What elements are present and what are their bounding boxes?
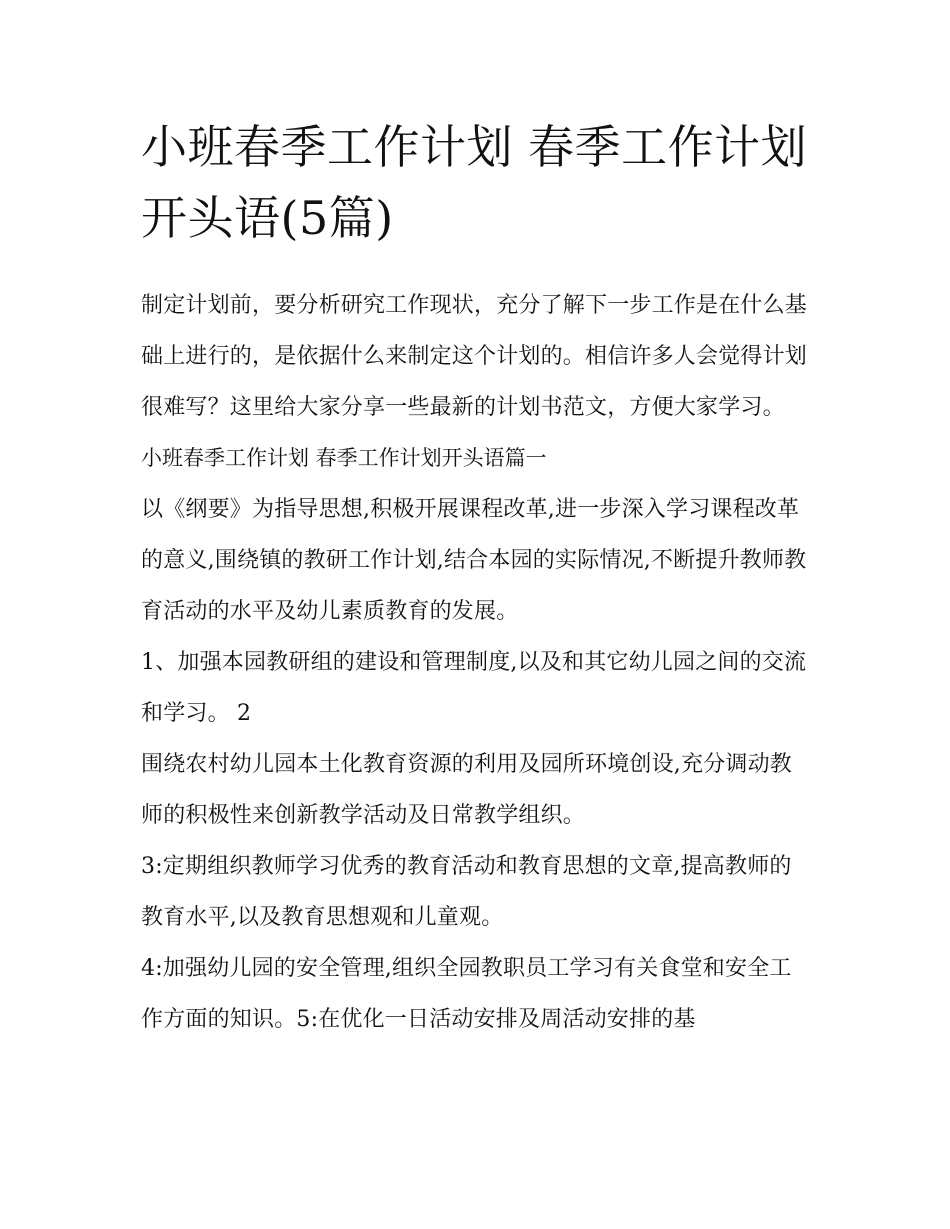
intro-paragraph: 制定计划前，要分析研究工作现状，充分了解下一步工作是在什么基础上进行的，是依据什么来制定这个计划的。相信许多人会觉得计划很难写？这里给大家分享一些最新的计划书范文，方便大家学习。 [141,293,808,420]
document-body [141,280,813,1045]
body-paragraph: 3:定期组织教师学习优秀的教育活动和教育思想的文章,提高教师的教育水平,以及教育思想观和儿童观。 [141,854,792,930]
section-heading: 小班春季工作计划 春季工作计划开头语篇一 [141,446,547,470]
body-paragraph: 4:加强幼儿园的安全管理,组织全园教职员工学习有关食堂和安全工作方面的知识。5:在优化一日活动安排及周活动安排的基 [141,956,792,1032]
body-paragraph: 围绕农村幼儿园本土化教育资源的利用及园所环境创设,充分调动教师的积极性来创新教学活动及日常教学组织。 [141,752,792,828]
body-paragraph: 1、加强本园教研组的建设和管理制度,以及和其它幼儿园之间的交流和学习。 2 [141,650,807,726]
body-paragraph: 以《纲要》为指导思想,积极开展课程改革,进一步深入学习课程改革的意义,围绕镇的教研工作计划,结合本园的实际情况,不断提升教师教育活动的水平及幼儿素质教育的发展。 [141,497,807,624]
document-content [141,112,813,1045]
document-title: 小班春季工作计划 春季工作计划开头语(5篇) [141,120,808,245]
